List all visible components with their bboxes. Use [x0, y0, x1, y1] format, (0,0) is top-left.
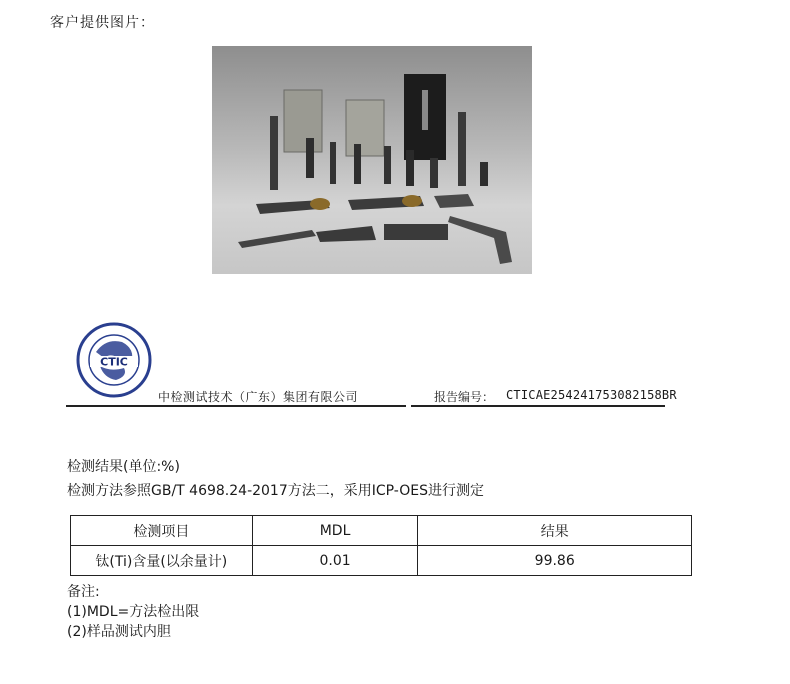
- report-number: CTICAE254241753082158BR: [506, 388, 677, 402]
- results-title: 检测结果(单位:%): [67, 459, 180, 475]
- header-rule-left: [66, 405, 406, 407]
- note-item: (1)MDL=方法检出限: [67, 604, 200, 620]
- column-header: 检测项目: [71, 516, 253, 546]
- note-item: (2)样品测试内胆: [67, 624, 171, 640]
- table-row: [71, 546, 692, 576]
- logo-text: CTIC: [100, 355, 128, 369]
- report-number-label: 报告编号：: [434, 390, 495, 404]
- product-photo: [212, 46, 532, 274]
- header-rule-right: [411, 405, 665, 407]
- notes-title: 备注:: [67, 584, 100, 600]
- ctic-logo-icon: [76, 322, 152, 398]
- caption: 客户提供图片：: [50, 15, 155, 31]
- column-header: MDL: [252, 516, 418, 546]
- table-cell: 0.01: [252, 546, 418, 576]
- test-method: 检测方法参照GB/T 4698.24-2017方法二，采用ICP-OES进行测定: [67, 483, 484, 499]
- column-header: 结果: [418, 516, 692, 546]
- table-header-row: [71, 516, 692, 546]
- table-cell: 99.86: [418, 546, 692, 576]
- product-photo-drawing: [212, 46, 532, 274]
- table-cell: 钛(Ti)含量(以余量计): [71, 546, 253, 576]
- results-table: [70, 515, 692, 576]
- ctic-logo: [76, 322, 152, 398]
- company-name: 中检测试技术（广东）集团有限公司: [158, 390, 359, 404]
